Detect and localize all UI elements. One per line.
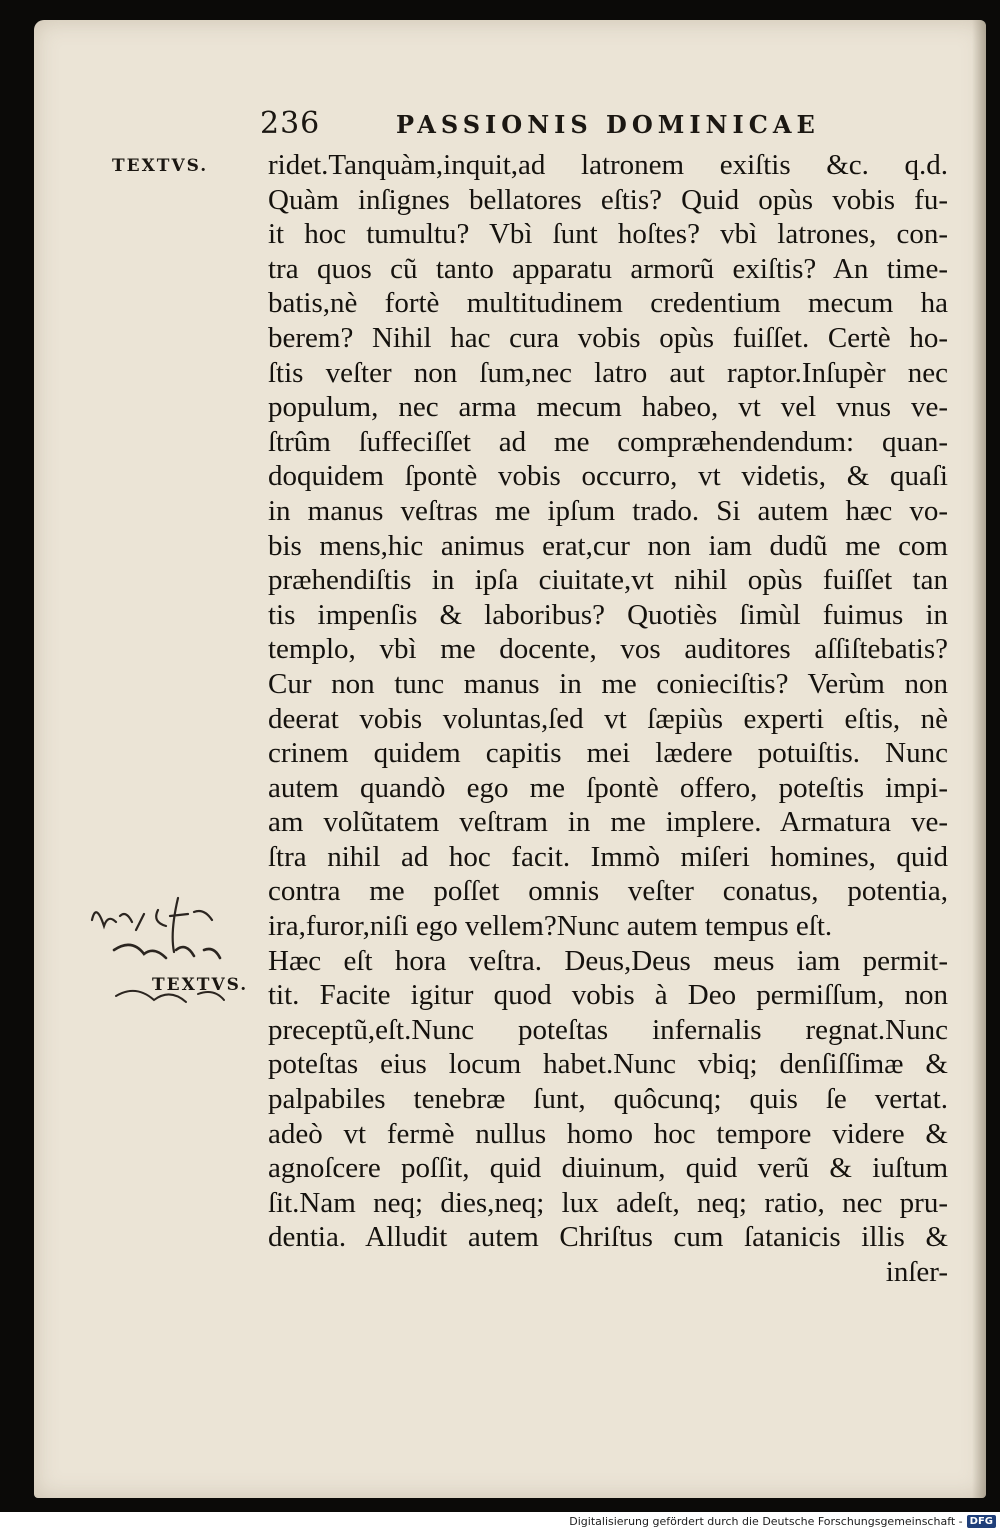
text-line: am volũtatem veſtram in me implere. Armatura ve- — [268, 806, 948, 839]
text-line: dentia. Alludit autem Chriſtus cum ſatanicis illis & — [268, 1221, 948, 1254]
text-line: ridet.Tanquàm,inquit,ad latronem exiſtis &c. q.d. — [268, 149, 948, 181]
text-line: poteſtas eius locum habet.Nunc vbiq; denſiſſimæ & — [268, 1048, 948, 1081]
catchword: inſer- — [885, 1256, 948, 1288]
text-line: it hoc tumultu? Vbì ſunt hoſtes? vbì latrones, con- — [268, 218, 948, 251]
text-line: Hæc eſt hora veſtra. Deus,Deus meus iam permit- — [268, 944, 948, 977]
text-line: crinem quidem capitis mei lædere potuiſtis. Nunc — [268, 737, 948, 770]
text-line: tit. Facite igitur quod vobis à Deo permiſſum, non — [268, 979, 948, 1012]
digitization-credit — [569, 1515, 996, 1528]
text-line: contra me poſſet omnis veſter conatus, potentia, — [268, 875, 948, 908]
main-text — [268, 148, 948, 1290]
dfg-logo: DFG — [967, 1515, 996, 1528]
text-line: ſtrûm ſuffeciſſet ad me compræhendendum: quan- — [268, 425, 948, 458]
text-line: in manus veſtras me ipſum trado. Si autem hæc vo- — [268, 494, 948, 527]
text-line: Cur non tunc manus in me conieciſtis? Verùm non — [268, 667, 948, 700]
running-head — [34, 106, 986, 146]
text-line: preceptũ,eſt.Nunc poteſtas infernalis regnat.Nunc — [268, 1013, 948, 1046]
page-number: 236 — [260, 106, 321, 141]
book-page — [34, 20, 986, 1498]
credit-text: Digitalisierung gefördert durch die Deutsche Forschungsgemeinschaft - — [569, 1515, 963, 1528]
margin-label-textus: TEXTVS. — [152, 975, 249, 995]
text-line: ſit.Nam neq; dies,neq; lux adeſt, neq; ratio, nec pru- — [268, 1186, 948, 1219]
text-line: ira,furor,niſi ego vellem?Nunc autem tempus eſt. — [268, 910, 833, 943]
text-line: templo, vbì me docente, vos auditores aſſiſtebatis? — [268, 633, 948, 666]
text-line: berem? Nihil hac cura vobis opùs fuiſſet. Certè ho- — [268, 321, 948, 354]
margin-label-textus: TEXTVS. — [112, 156, 209, 176]
page-edge-shadow — [972, 20, 986, 1498]
text-line: adeò vt fermè nullus homo hoc tempore videre & — [268, 1117, 948, 1150]
text-line: doquidem ſpontè vobis occurro, vt videtis, & quaſi — [268, 460, 948, 493]
text-line: bis mens,hic animus erat,cur non iam dudũ me com — [268, 529, 948, 562]
text-line: populum, nec arma mecum habeo, vt vel vnus ve- — [268, 391, 948, 424]
text-line: palpabiles tenebræ ſunt, quôcunq; quis ſe vertat. — [268, 1083, 948, 1116]
text-line: deerat vobis voluntas,ſed vt ſæpiùs experti eſtis, nè — [268, 702, 948, 735]
text-line: autem quandò ego me ſpontè offero, poteſtis impi- — [268, 771, 948, 804]
text-line: ſtra nihil ad hoc facit. Immò miſeri homines, quid — [268, 840, 948, 873]
text-line: Quàm inſignes bellatores eſtis? Quid opùs vobis fu- — [268, 183, 948, 216]
text-line: tra quos cũ tanto apparatu armorũ exiſtis? An time- — [268, 252, 948, 285]
text-line: batis,nè fortè multitudinem credentium mecum ha — [268, 287, 948, 320]
text-line: præhendiſtis in ipſa ciuitate,vt nihil opùs fuiſſet tan — [268, 564, 948, 597]
text-line: agnoſcere poſſit, quid diuinum, quid verũ & iuſtum — [268, 1152, 948, 1185]
text-line: tis impenſis & laboribus? Quotiès ſimùl fuimus in — [268, 598, 948, 631]
running-head-title: PASSIONIS DOMINICAE — [396, 110, 820, 139]
text-line: ſtis veſter non ſum,nec latro aut raptor.Inſupèr nec — [268, 356, 948, 389]
